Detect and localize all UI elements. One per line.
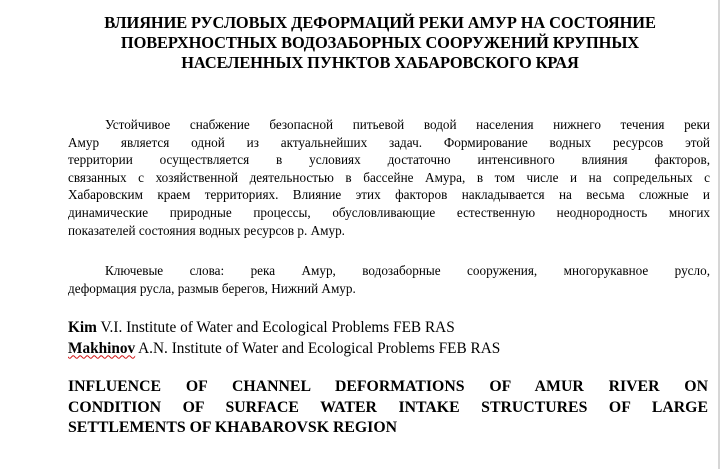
authors-block: [68, 318, 708, 359]
author-name: Makhinov: [68, 339, 136, 357]
author-affiliation: Institute of Water and Ecological Problems FEB RAS: [122, 319, 455, 336]
abstract-line: Амур является одной из актуальнейших задач. Формирование водных ресурсов этой: [68, 134, 710, 150]
abstract-line: Устойчивое снабжение безопасной питьевой водой населения нижнего течения реки: [105, 117, 710, 132]
russian-abstract: [68, 116, 710, 239]
english-title-line: CONDITION OF SURFACE WATER INTAKE STRUCTURES OF LARGE: [68, 398, 708, 416]
abstract-line: динамические природные процессы, обусловливающие естественную неоднородность многих: [68, 204, 710, 220]
russian-title-line: НАСЕЛЕННЫХ ПУНКТОВ ХАБАРОВСКОГО КРАЯ: [181, 53, 579, 72]
abstract-line: Хабаровским краем территориях. Влияние этих факторов накладывается на весьма сложные и: [68, 187, 710, 203]
english-title: [68, 377, 708, 439]
author-initials: A.N.: [135, 339, 168, 357]
english-title-line: INFLUENCE OF CHANNEL DEFORMATIONS OF AMUR RIVER ON: [68, 378, 708, 395]
author-entry: [68, 339, 708, 360]
author-affiliation: Institute of Water and Ecological Problems FEB RAS: [167, 339, 501, 357]
author-name: Kim: [68, 319, 97, 336]
russian-keywords: [68, 262, 710, 298]
russian-title: [60, 13, 700, 73]
russian-title-line: ВЛИЯНИЕ РУСЛОВЫХ ДЕФОРМАЦИЙ РЕКИ АМУР НА СОСТОЯНИЕ: [104, 13, 656, 32]
author-entry: [68, 318, 708, 339]
author-initials: V.I.: [96, 319, 123, 336]
russian-title-line: ПОВЕРХНОСТНЫХ ВОДОЗАБОРНЫХ СООРУЖЕНИЙ КРУПНЫХ: [120, 33, 640, 52]
abstract-line: показателей состояния водных ресурсов р. Амур.: [68, 222, 345, 238]
abstract-line: связанных с хозяйственной деятельностью в бассейне Амура, в том числе и на сопредельных с: [68, 169, 710, 185]
keywords-line: деформация русла, размыв берегов, Нижний Амур.: [68, 281, 356, 296]
english-title-line: SETTLEMENTS OF KHABAROVSK REGION: [68, 419, 398, 436]
abstract-line: территории осуществляется в условиях достаточно интенсивного влияния факторов,: [68, 152, 710, 168]
keywords-line: Ключевые слова: река Амур, водозаборные сооружения, многорукавное русло,: [105, 263, 710, 278]
